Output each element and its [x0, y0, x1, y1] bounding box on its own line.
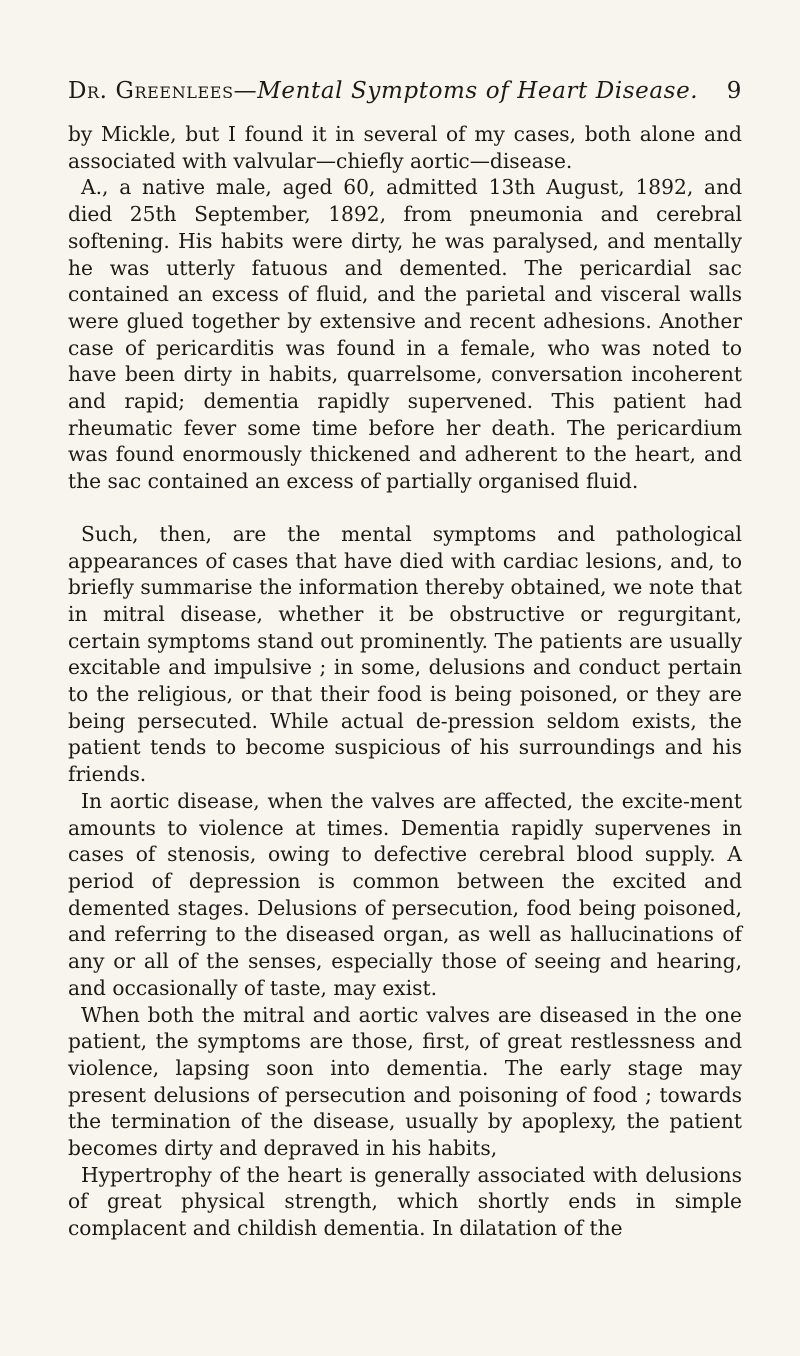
running-header	[68, 78, 742, 104]
page-number: 9	[726, 78, 742, 104]
header-author: Dr. Greenlees	[68, 78, 234, 104]
paragraph-aortic: In aortic disease, when the valves are affected, the excite-ment amounts to violence at times. Dementia rapidly supervenes in cases of stenosis, owing to defective cerebral blood supply. A period of depression is common between the excited and demented stages. Delusions of persecution, food being poisoned, and referring to the diseased organ, as well as hallucinations of any or all of the senses, especially those of seeing and hearing, and occasionally of taste, may exist.	[68, 788, 742, 1000]
paragraph-continuation: by Mickle, but I found it in several of my cases, both alone and associated with valvular—chiefly aortic—disease.	[68, 122, 742, 173]
paragraph-mitral-aortic: When both the mitral and aortic valves are diseased in the one patient, the symptoms are those, first, of great restlessness and violence, lapsing soon into dementia. The early stage may present delusions of persecution and poisoning of food ; towards the termination of the disease, usually by apoplexy, the patient becomes dirty and depraved in his habits,	[68, 1002, 742, 1161]
paragraph-summary: Such, then, are the mental symptoms and pathological appearances of cases that have died with cardiac lesions, and, to briefly summarise the information thereby obtained, we note that in mitral disease, whether it be obstructive or regurgitant, certain symptoms stand out prominently. The patients are usually excitable and impulsive ; in some, delusions and conduct pertain to the religious, or that their food is being poisoned, or they are being persecuted. While actual de-pression seldom exists, the patient tends to become suspicious of his surroundings and his friends.	[68, 521, 742, 787]
header-separator: —	[233, 78, 258, 104]
paragraph-hypertrophy: Hypertrophy of the heart is generally associated with delusions of great physical strength, which shortly ends in simple complacent and childish dementia. In dilatation of the	[68, 1162, 742, 1241]
paragraph-case-report: A., a native male, aged 60, admitted 13th August, 1892, and died 25th September, 1892, from pneumonia and cerebral softening. His habits were dirty, he was paralysed, and mentally he was utterly fatuous and demented. The pericardial sac contained an excess of fluid, and the parietal and visceral walls were glued together by extensive and recent adhesions. Another case of pericarditis was found in a female, who was noted to have been dirty in habits, quarrelsome, conversation incoherent and rapid; dementia rapidly supervened. This patient had rheumatic fever some time before her death. The pericardium was found enormously thickened and adherent to the heart, and the sac contained an excess of partially organised fluid.	[68, 175, 742, 494]
body-text	[68, 121, 742, 1242]
header-title: Mental Symptoms of Heart Disease.	[257, 78, 699, 104]
